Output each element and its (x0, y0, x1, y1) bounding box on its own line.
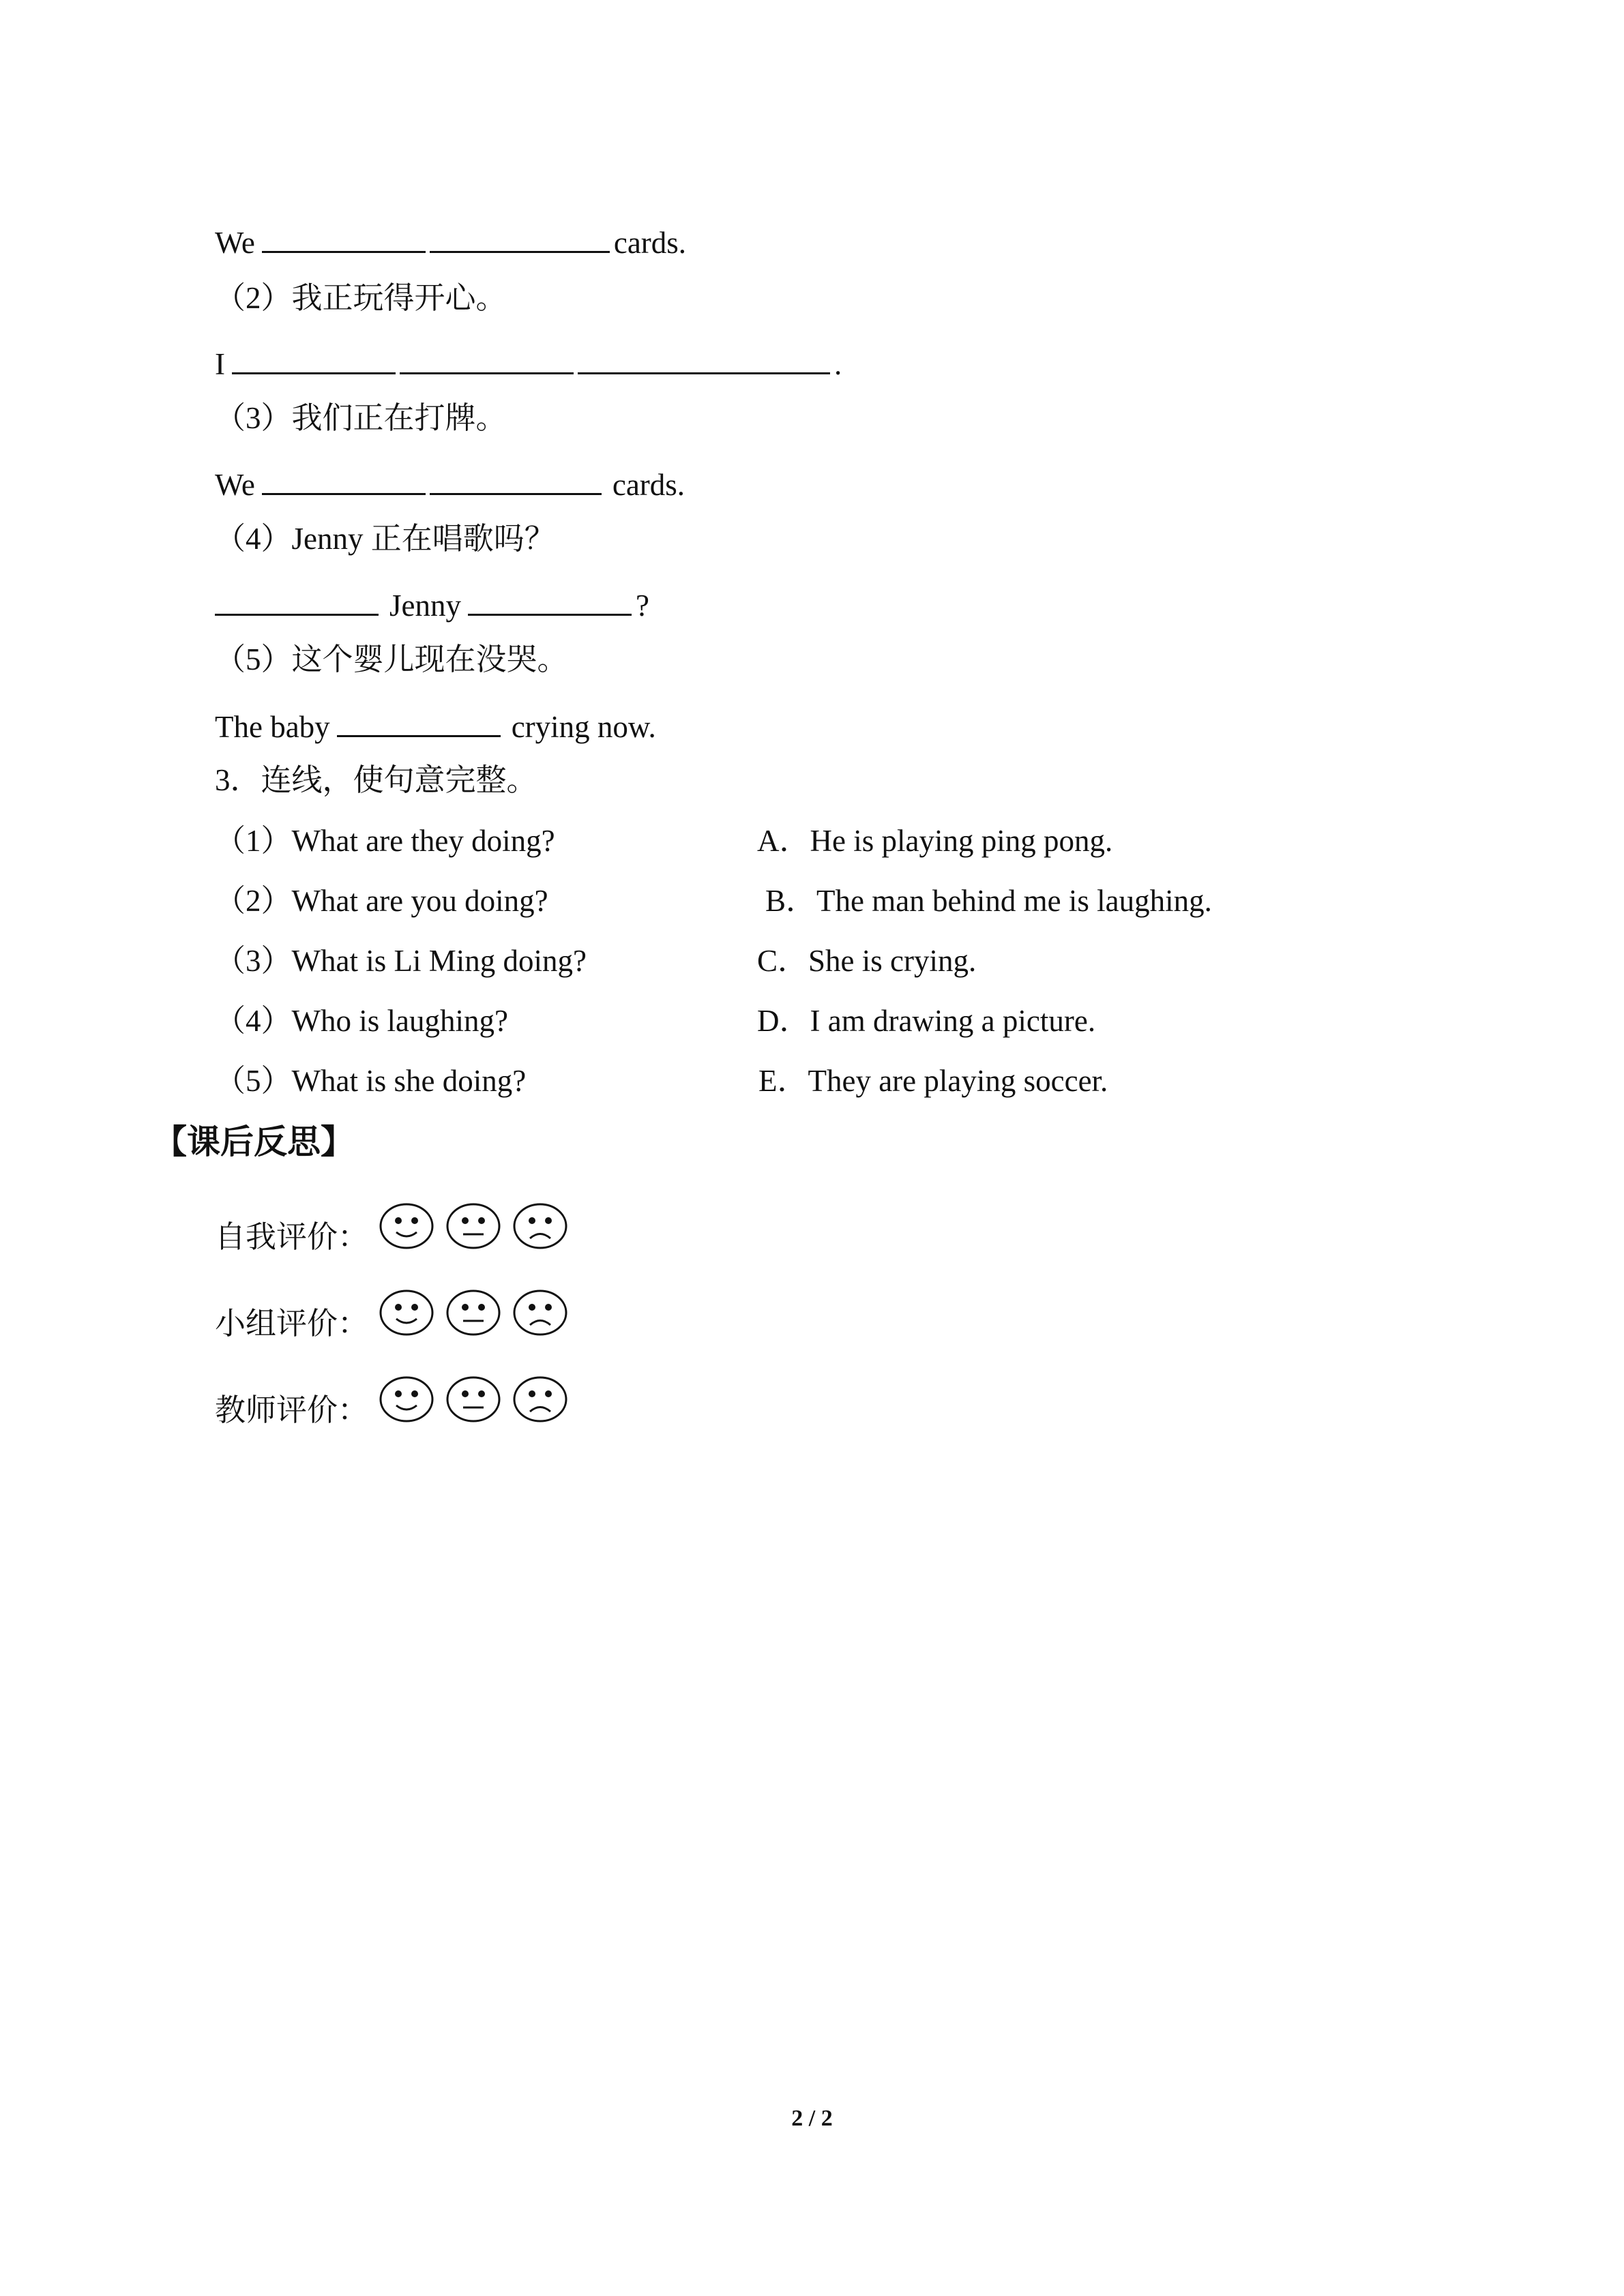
q4-suffix: ? (636, 588, 649, 623)
q1-prefix: We (215, 226, 255, 260)
q2-suffix: . (834, 347, 842, 381)
self-evaluation-label: 自我评价： (215, 1220, 369, 1254)
answer-blank[interactable] (337, 709, 501, 737)
neutral-face-icon[interactable] (445, 1375, 501, 1423)
matching-question[interactable]: （3）What is Li Ming doing? (215, 944, 587, 978)
matching-answer[interactable]: C．She is crying. (757, 944, 977, 978)
happy-face-icon[interactable] (379, 1375, 434, 1423)
matching-question[interactable]: （2）What are you doing? (215, 884, 548, 918)
matching-answer[interactable]: B．The man behind me is laughing. (765, 884, 1212, 918)
matching-answer[interactable]: A．He is playing ping pong. (757, 824, 1113, 858)
matching-question[interactable]: （5）What is she doing? (215, 1064, 527, 1098)
answer-blank[interactable] (578, 346, 830, 374)
answer-blank[interactable] (430, 467, 602, 495)
q2-prompt: （2）我正玩得开心。 (215, 281, 507, 315)
neutral-face-icon[interactable] (445, 1289, 501, 1337)
q3-prompt: （3）我们正在打牌。 (215, 401, 507, 435)
answer-blank[interactable] (400, 346, 574, 374)
q5-prefix: The baby (215, 710, 330, 744)
q2-prefix: I (215, 347, 225, 381)
answer-blank[interactable] (215, 588, 379, 616)
q4-prompt: （4）Jenny 正在唱歌吗？ (215, 522, 555, 556)
matching-question[interactable]: （1）What are they doing? (215, 824, 555, 858)
sad-face-icon[interactable] (512, 1289, 568, 1337)
q3-prefix: We (215, 468, 255, 502)
q5-suffix: crying now. (511, 710, 656, 744)
q3-answer-line (215, 467, 685, 501)
q2-answer-line (215, 346, 842, 380)
matching-question[interactable]: （4）Who is laughing? (215, 1004, 508, 1038)
page-number: 2 / 2 (791, 2106, 833, 2131)
matching-answer[interactable]: E．They are playing soccer. (758, 1064, 1108, 1098)
q1-answer-line (215, 225, 686, 258)
sad-face-icon[interactable] (512, 1375, 568, 1423)
happy-face-icon[interactable] (379, 1289, 434, 1337)
q4-middle: Jenny (389, 588, 461, 623)
answer-blank[interactable] (262, 467, 426, 495)
reflection-heading: 【课后反思】 (153, 1122, 355, 1161)
neutral-face-icon[interactable] (445, 1202, 501, 1250)
happy-face-icon[interactable] (379, 1202, 434, 1250)
q5-prompt: （5）这个婴儿现在没哭。 (215, 642, 568, 676)
group-evaluation-label: 小组评价： (215, 1307, 369, 1341)
q3-suffix: cards. (612, 468, 685, 502)
matching-answer[interactable]: D．I am drawing a picture. (757, 1004, 1096, 1038)
answer-blank[interactable] (468, 588, 632, 616)
teacher-evaluation-label: 教师评价： (215, 1393, 369, 1427)
answer-blank[interactable] (430, 225, 610, 253)
answer-blank[interactable] (262, 225, 426, 253)
answer-blank[interactable] (232, 346, 396, 374)
q4-answer-line (215, 588, 649, 621)
sad-face-icon[interactable] (512, 1202, 568, 1250)
matching-title: 3．连线，使句意完整。 (215, 763, 537, 797)
q5-answer-line (215, 709, 656, 743)
q1-suffix: cards. (613, 226, 687, 260)
